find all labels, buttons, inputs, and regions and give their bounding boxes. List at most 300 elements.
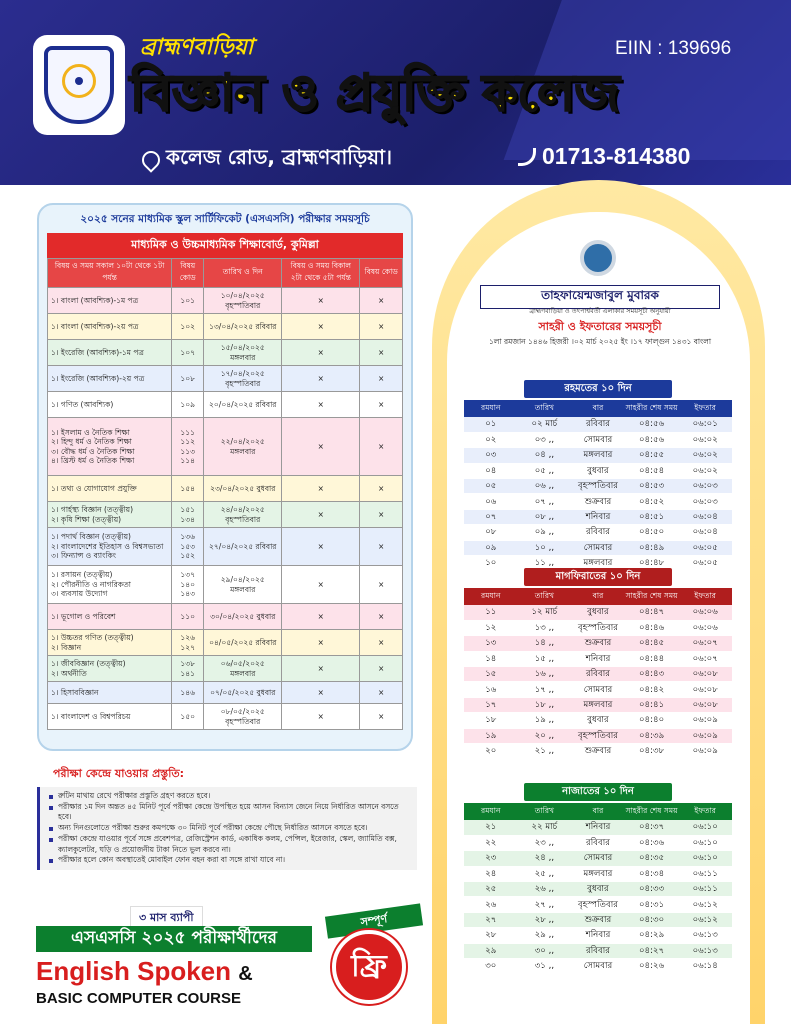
ramadan-weekday: সোমবার xyxy=(571,682,625,697)
ramadan-day: ৩০ xyxy=(464,959,518,974)
exam-subject: ১। তথ্য ও যোগাযোগ প্রযুক্তি xyxy=(48,476,172,502)
ramadan-weekday: বৃহস্পতিবার xyxy=(571,897,625,912)
ramadan-date: ০২ মার্চ xyxy=(518,417,572,432)
ramadan-column-header: বার xyxy=(571,588,625,605)
ramadan-weekday: রবিবার xyxy=(571,417,625,432)
exam-row xyxy=(48,502,403,528)
english-spoken-text: English Spoken xyxy=(36,956,232,986)
iftar-time: ০৬:০৮ xyxy=(678,697,732,712)
ramadan-date: ০৭ ,, xyxy=(518,494,572,509)
ramadan-weekday: মঙ্গলবার xyxy=(571,866,625,881)
exam-afternoon-subject: × xyxy=(282,366,360,392)
ramadan-section-title: নাজাতের ১০ দিন xyxy=(524,783,672,801)
exam-afternoon-code: × xyxy=(360,314,403,340)
iftar-time: ০৬:১০ xyxy=(678,835,732,850)
ramadan-column-header: সাহরীর শেষ সময় xyxy=(625,400,679,417)
address xyxy=(142,143,392,176)
exam-date: ৩০/০৪/২০২৫ বুধবার xyxy=(204,604,282,630)
location-pin-icon xyxy=(138,147,163,172)
exam-afternoon-code: × xyxy=(360,418,403,476)
ramadan-day: ০৩ xyxy=(464,448,518,463)
ramadan-weekday: শনিবার xyxy=(571,820,625,835)
iftar-time: ০৬:১০ xyxy=(678,851,732,866)
iftar-time: ০৬:১২ xyxy=(678,897,732,912)
iftar-time: ০৬:১১ xyxy=(678,882,732,897)
sehri-time: ০৪:৩৫ xyxy=(625,851,679,866)
sehri-time: ০৪:৩১ xyxy=(625,897,679,912)
ramadan-weekday: সোমবার xyxy=(571,851,625,866)
exam-date: ২৩/০৪/২০২৫ বুধবার xyxy=(204,476,282,502)
ramadan-column-header: ইফতার xyxy=(678,803,732,820)
ramadan-day: ২৯ xyxy=(464,943,518,958)
exam-row xyxy=(48,630,403,656)
ramadan-date: ১৩ ,, xyxy=(518,620,572,635)
ramadan-date: ২৭ ,, xyxy=(518,897,572,912)
ramadan-row xyxy=(464,820,732,835)
exam-afternoon-subject: × xyxy=(282,566,360,604)
iftar-time: ০৬:০৮ xyxy=(678,667,732,682)
sehri-time: ০৪:৩৩ xyxy=(625,882,679,897)
ramadan-date: ০৬ ,, xyxy=(518,479,572,494)
sehri-time: ০৪:৪৯ xyxy=(625,540,679,555)
exam-afternoon-subject: × xyxy=(282,392,360,418)
ramadan-date: ০৯ ,, xyxy=(518,525,572,540)
ramadan-weekday: বুধবার xyxy=(571,605,625,620)
ramadan-day: ০২ xyxy=(464,432,518,447)
iftar-time: ০৬:০৭ xyxy=(678,636,732,651)
ramadan-weekday: মঙ্গলবার xyxy=(571,697,625,712)
ramadan-day: ০৮ xyxy=(464,525,518,540)
iftar-time: ০৬:০২ xyxy=(678,463,732,478)
ramadan-column-header: রমযান xyxy=(464,588,518,605)
free-tag: সম্পূর্ণ xyxy=(325,903,423,938)
exam-subject: ১। গার্হস্থ্য বিজ্ঞান (তত্ত্বীয়) ২। কৃষি শিক্ষা (তত্ত্বীয়) xyxy=(48,502,172,528)
ramadan-column-header: তারিখ xyxy=(518,588,572,605)
sehri-time: ০৪:৪০ xyxy=(625,713,679,728)
ramadan-date: ২৯ ,, xyxy=(518,928,572,943)
ramadan-table xyxy=(464,400,732,571)
iftar-time: ০৬:০৯ xyxy=(678,728,732,743)
exam-subject-code: ১০৯ xyxy=(172,392,204,418)
ramadan-day: ২৪ xyxy=(464,866,518,881)
phone-icon xyxy=(518,148,536,166)
ramadan-row xyxy=(464,525,732,540)
sehri-time: ০৪:৫৫ xyxy=(625,448,679,463)
ramadan-day: ০৯ xyxy=(464,540,518,555)
iftar-time: ০৬:০৫ xyxy=(678,540,732,555)
ramadan-column-header: সাহরীর শেষ সময় xyxy=(625,803,679,820)
exam-row xyxy=(48,604,403,630)
exam-subject-code: ১২৬ ১২৭ xyxy=(172,630,204,656)
iftar-time: ০৬:০১ xyxy=(678,417,732,432)
instructions xyxy=(37,765,417,870)
exam-subject-code: ১৫৪ xyxy=(172,476,204,502)
exam-date: ১৩/০৪/২০২৫ রবিবার xyxy=(204,314,282,340)
iftar-time: ০৬:০২ xyxy=(678,432,732,447)
exam-subject: ১। বাংলা (আবশ্যিক)-২য় পত্র xyxy=(48,314,172,340)
sehri-time: ০৪:৫৬ xyxy=(625,432,679,447)
exam-date: ০৪/০৫/২০২৫ রবিবার xyxy=(204,630,282,656)
ramadan-weekday: শুক্রবার xyxy=(571,912,625,927)
ramadan-column-header: তারিখ xyxy=(518,400,572,417)
sehri-time: ০৪:২৭ xyxy=(625,943,679,958)
education-board: মাধ্যমিক ও উচ্চমাধ্যমিক শিক্ষাবোর্ড, কুমিল্লা xyxy=(47,233,403,258)
ramadan-column-header: সাহরীর শেষ সময় xyxy=(625,588,679,605)
instructions-list xyxy=(37,787,417,870)
ramadan-date: ২৩ ,, xyxy=(518,835,572,850)
exam-subject-code: ১০২ xyxy=(172,314,204,340)
ramadan-column-header: রমযান xyxy=(464,803,518,820)
ramadan-row xyxy=(464,682,732,697)
ramadan-heading: সাহরী ও ইফতারের সময়সূচী xyxy=(538,320,662,333)
ramadan-date: ১২ মার্চ xyxy=(518,605,572,620)
ramadan-weekday: শনিবার xyxy=(571,509,625,524)
exam-row xyxy=(48,476,403,502)
exam-row xyxy=(48,528,403,566)
ramadan-day: ১৯ xyxy=(464,728,518,743)
ramadan-weekday: শুক্রবার xyxy=(571,636,625,651)
exam-column-header: তারিখ ও দিন xyxy=(204,259,282,288)
ramadan-row xyxy=(464,636,732,651)
ramadan-weekday: বৃহস্পতিবার xyxy=(571,620,625,635)
exam-subject-code: ১৪৬ xyxy=(172,682,204,704)
exam-subject-code: ১০৮ xyxy=(172,366,204,392)
ramadan-row xyxy=(464,494,732,509)
exam-afternoon-subject: × xyxy=(282,528,360,566)
ramadan-day: ১১ xyxy=(464,605,518,620)
exam-afternoon-subject: × xyxy=(282,288,360,314)
course-duration: ৩ মাস ব্যাপী xyxy=(130,906,203,931)
ramadan-row xyxy=(464,417,732,432)
sehri-time: ০৪:৪৪ xyxy=(625,651,679,666)
sehri-time: ০৪:৪৮ xyxy=(625,556,679,571)
exam-afternoon-subject: × xyxy=(282,502,360,528)
exam-afternoon-subject: × xyxy=(282,314,360,340)
ramadan-weekday: রবিবার xyxy=(571,525,625,540)
ramadan-section xyxy=(464,380,732,571)
ramadan-table xyxy=(464,803,732,974)
exam-subject: ১। হিসাববিজ্ঞান xyxy=(48,682,172,704)
header-banner xyxy=(0,0,791,185)
ramadan-row xyxy=(464,744,732,759)
ramadan-row xyxy=(464,912,732,927)
sehri-time: ০৪:৩৯ xyxy=(625,728,679,743)
ramadan-weekday: শুক্রবার xyxy=(571,744,625,759)
sehri-time: ০৪:৪৭ xyxy=(625,605,679,620)
sehri-time: ০৪:৫৩ xyxy=(625,479,679,494)
iftar-time: ০৬:০৮ xyxy=(678,682,732,697)
phone-number: 01713-814380 xyxy=(542,143,691,169)
ramadan-day: ১৮ xyxy=(464,713,518,728)
ramadan-day: ০৭ xyxy=(464,509,518,524)
exam-subject-code: ১০৭ xyxy=(172,340,204,366)
ramadan-weekday: বুধবার xyxy=(571,463,625,478)
ramadan-date: ২৪ ,, xyxy=(518,851,572,866)
exam-subject: ১। বাংলাদেশ ও বিশ্বপরিচয় xyxy=(48,704,172,730)
english-spoken-title xyxy=(36,956,253,987)
exam-row xyxy=(48,682,403,704)
basic-computer-title: BASIC COMPUTER COURSE xyxy=(36,990,242,1007)
college-title: বিজ্ঞান ও প্রযুক্তি কলেজ xyxy=(130,64,620,122)
ramadan-date: ০৫ ,, xyxy=(518,463,572,478)
ramadan-day: ১২ xyxy=(464,620,518,635)
ramadan-weekday: শনিবার xyxy=(571,651,625,666)
ramadan-day: ২১ xyxy=(464,820,518,835)
ramadan-row xyxy=(464,713,732,728)
ramadan-date: ২৫ ,, xyxy=(518,866,572,881)
exam-afternoon-subject: × xyxy=(282,604,360,630)
exam-subject-code: ১১১ ১১২ ১১৩ ১১৪ xyxy=(172,418,204,476)
exam-afternoon-code: × xyxy=(360,476,403,502)
ramadan-row xyxy=(464,667,732,682)
ramadan-weekday: মঙ্গলবার xyxy=(571,556,625,571)
sehri-time: ০৪:৩০ xyxy=(625,912,679,927)
exam-subject: ১। পদার্থ বিজ্ঞান (তত্ত্বীয়) ২। বাংলাদেশের ইতিহাস ও বিশ্বসভ্যতা ৩। ফিন্যান্স ও ব্যাংকিং xyxy=(48,528,172,566)
ramadan-date: ১৬ ,, xyxy=(518,667,572,682)
ramadan-weekday: বুধবার xyxy=(571,882,625,897)
ramadan-section xyxy=(464,783,732,974)
sehri-time: ০৪:৫১ xyxy=(625,509,679,524)
instruction-item: রুটিন মাথায় রেখে পরীক্ষার প্রস্তুতি গ্রহণ করতে হবে। xyxy=(52,791,411,802)
ramadan-date: ১৫ ,, xyxy=(518,651,572,666)
sehri-time: ০৪:৪২ xyxy=(625,682,679,697)
exam-afternoon-code: × xyxy=(360,604,403,630)
exam-date: ২২/০৪/২০২৫ মঙ্গলবার xyxy=(204,418,282,476)
sehri-time: ০৪:৪৫ xyxy=(625,636,679,651)
ramadan-weekday: মঙ্গলবার xyxy=(571,448,625,463)
ramadan-day: ১০ xyxy=(464,556,518,571)
ramadan-date: ০৩ ,, xyxy=(518,432,572,447)
ramadan-date: ১৪ ,, xyxy=(518,636,572,651)
atom-icon xyxy=(62,64,96,98)
ramadan-date-line: ১লা রমজান ১৪৪৬ হিজরী ।০২ মার্চ ২০২৫ ইং ।১৭ ফাল্গুন ১৪৩১ বাংলা xyxy=(488,337,712,346)
ramadan-date: ০৮ ,, xyxy=(518,509,572,524)
ramadan-column-header: বার xyxy=(571,803,625,820)
ramadan-day: ০৬ xyxy=(464,494,518,509)
ramadan-section-title: মাগফিরাতের ১০ দিন xyxy=(524,568,672,586)
exam-afternoon-code: × xyxy=(360,366,403,392)
ramadan-subtitle: ব্রাহ্মণবাড়িয়া ও তৎপার্শ্ববর্তী এলাকার সময়সূচী অনুযায়ী xyxy=(529,307,671,315)
sehri-time: ০৪:৩৮ xyxy=(625,744,679,759)
exam-subject-code: ১৩৭ ১৪০ ১৪৩ xyxy=(172,566,204,604)
address-text: কলেজ রোড, ব্রাহ্মণবাড়িয়া। xyxy=(166,145,393,169)
ramadan-day: ১৪ xyxy=(464,651,518,666)
ramadan-row xyxy=(464,943,732,958)
college-logo xyxy=(33,35,125,135)
ramadan-weekday: সোমবার xyxy=(571,540,625,555)
ramadan-day: ২৭ xyxy=(464,912,518,927)
ramadan-day: ০১ xyxy=(464,417,518,432)
exam-subject: ১। ভূগোল ও পরিবেশ xyxy=(48,604,172,630)
exam-afternoon-code: × xyxy=(360,502,403,528)
sehri-time: ০৪:৫২ xyxy=(625,494,679,509)
ramadan-row xyxy=(464,651,732,666)
sehri-time: ০৪:৩৬ xyxy=(625,835,679,850)
exam-afternoon-subject: × xyxy=(282,630,360,656)
exam-afternoon-subject: × xyxy=(282,682,360,704)
ramadan-section xyxy=(464,568,732,759)
ramadan-row xyxy=(464,866,732,881)
exam-afternoon-subject: × xyxy=(282,340,360,366)
sehri-time: ০৪:২৬ xyxy=(625,959,679,974)
sehri-time: ০৪:২৯ xyxy=(625,928,679,943)
ramadan-date: ৩০ ,, xyxy=(518,943,572,958)
exam-date: ১০/০৪/২০২৫ বৃহস্পতিবার xyxy=(204,288,282,314)
ramadan-column-header: তারিখ xyxy=(518,803,572,820)
sehri-time: ০৪:৫০ xyxy=(625,525,679,540)
iftar-time: ০৬:০৬ xyxy=(678,620,732,635)
ramadan-row xyxy=(464,540,732,555)
free-badge xyxy=(318,910,418,1010)
ramadan-weekday: বুধবার xyxy=(571,713,625,728)
ramadan-day: ২০ xyxy=(464,744,518,759)
exam-row xyxy=(48,340,403,366)
instructions-heading: পরীক্ষা কেন্দ্রে যাওয়ার প্রস্তুতি: xyxy=(53,767,184,780)
exam-subject: ১। বাংলা (আবশ্যিক)-১ম পত্র xyxy=(48,288,172,314)
ramadan-date: ১৭ ,, xyxy=(518,682,572,697)
exam-column-header: বিষয় কোড xyxy=(172,259,204,288)
ramadan-row xyxy=(464,509,732,524)
ramadan-day: ১৭ xyxy=(464,697,518,712)
exam-afternoon-code: × xyxy=(360,630,403,656)
promo-bar: এসএসসি ২০২৫ পরীক্ষার্থীদের xyxy=(36,926,312,952)
ramadan-weekday: সোমবার xyxy=(571,432,625,447)
exam-row xyxy=(48,288,403,314)
exam-date: ২৯/০৪/২০২৫ মঙ্গলবার xyxy=(204,566,282,604)
iftar-time: ০৬:১২ xyxy=(678,912,732,927)
ramadan-section-title: রহমতের ১০ দিন xyxy=(524,380,672,398)
ramadan-date: ০৪ ,, xyxy=(518,448,572,463)
exam-date: ১৫/০৪/২০২৫ মঙ্গলবার xyxy=(204,340,282,366)
exam-afternoon-subject: × xyxy=(282,704,360,730)
exam-column-header: বিষয় ও সময় সকাল ১০টা থেকে ১টা পর্যন্ত xyxy=(48,259,172,288)
iftar-time: ০৬:১৩ xyxy=(678,943,732,958)
sehri-time: ০৪:৪১ xyxy=(625,697,679,712)
exam-date: ০৬/০৫/২০২৫ মঙ্গলবার xyxy=(204,656,282,682)
ramadan-column-header: ইফতার xyxy=(678,588,732,605)
iftar-time: ০৬:১৪ xyxy=(678,959,732,974)
ramadan-date: ২০ ,, xyxy=(518,728,572,743)
iftar-time: ০৬:০৩ xyxy=(678,479,732,494)
exam-date: ০৭/০৫/২০২৫ বুধবার xyxy=(204,682,282,704)
iftar-time: ০৬:০৬ xyxy=(678,605,732,620)
ramadan-date: ১৯ ,, xyxy=(518,713,572,728)
ramadan-column-header: বার xyxy=(571,400,625,417)
exam-date: ২৭/০৪/২০২৫ রবিবার xyxy=(204,528,282,566)
free-text: ফ্রি xyxy=(332,930,406,1004)
iftar-time: ০৬:০৪ xyxy=(678,509,732,524)
sehri-time: ০৪:৩৭ xyxy=(625,820,679,835)
instruction-item: পরীক্ষার হলে কোন অবস্থাতেই মোবাইল ফোন বহন করা বা সঙ্গে রাখা যাবে না। xyxy=(52,855,411,866)
ramadan-column-header: ইফতার xyxy=(678,400,732,417)
ramadan-day: ১৫ xyxy=(464,667,518,682)
sehri-time: ০৪:৩৪ xyxy=(625,866,679,881)
logo-shield-icon xyxy=(44,46,114,124)
exam-afternoon-code: × xyxy=(360,656,403,682)
ramadan-row xyxy=(464,605,732,620)
ramadan-date: ১০ ,, xyxy=(518,540,572,555)
eiin-number: EIIN : 139696 xyxy=(615,38,732,59)
ampersand: & xyxy=(238,963,253,985)
exam-afternoon-subject: × xyxy=(282,656,360,682)
exam-column-header: বিষয় কোড xyxy=(360,259,403,288)
exam-schedule-panel xyxy=(37,203,413,751)
iftar-time: ০৬:০৫ xyxy=(678,556,732,571)
exam-row xyxy=(48,704,403,730)
exam-subject-code: ১৩৮ ১৪১ xyxy=(172,656,204,682)
ramadan-weekday: রবিবার xyxy=(571,667,625,682)
exam-row xyxy=(48,392,403,418)
exam-table xyxy=(47,258,403,730)
ramadan-date: ৩১ ,, xyxy=(518,959,572,974)
iftar-time: ০৬:১০ xyxy=(678,820,732,835)
ramadan-row xyxy=(464,882,732,897)
ramadan-date: ২২ মার্চ xyxy=(518,820,572,835)
iftar-time: ০৬:১১ xyxy=(678,866,732,881)
exam-date: ১৭/০৪/২০২৫ বৃহস্পতিবার xyxy=(204,366,282,392)
iftar-time: ০৬:০২ xyxy=(678,448,732,463)
ramadan-day: ২৫ xyxy=(464,882,518,897)
exam-subject: ১। রসায়ন (তত্ত্বীয়) ২। পৌরনীতি ও নাগরিকতা ৩। ব্যবসায় উদ্যোগ xyxy=(48,566,172,604)
iftar-time: ০৬:১৩ xyxy=(678,928,732,943)
iftar-time: ০৬:০৭ xyxy=(678,651,732,666)
ramadan-row xyxy=(464,959,732,974)
ramadan-row xyxy=(464,897,732,912)
ramadan-row xyxy=(464,728,732,743)
ramadan-date: ২৬ ,, xyxy=(518,882,572,897)
ramadan-weekday: শনিবার xyxy=(571,928,625,943)
ramadan-day: ২২ xyxy=(464,835,518,850)
ramadan-column-header: রমযান xyxy=(464,400,518,417)
ramadan-weekday: বৃহস্পতিবার xyxy=(571,479,625,494)
exam-subject: ১। ইংরেজি (আবশ্যিক)-২য় পত্র xyxy=(48,366,172,392)
ramadan-day: ২৬ xyxy=(464,897,518,912)
exam-subject: ১। ইংরেজি (আবশ্যিক)-১ম পত্র xyxy=(48,340,172,366)
ramadan-day: ১৩ xyxy=(464,636,518,651)
ramadan-weekday: বৃহস্পতিবার xyxy=(571,728,625,743)
ramadan-day: ২৮ xyxy=(464,928,518,943)
iftar-time: ০৬:০৩ xyxy=(678,494,732,509)
ramadan-day: ১৬ xyxy=(464,682,518,697)
ramadan-weekday: রবিবার xyxy=(571,835,625,850)
ramadan-row xyxy=(464,697,732,712)
phone xyxy=(518,143,690,170)
ramadan-day: ০৫ xyxy=(464,479,518,494)
exam-row xyxy=(48,418,403,476)
ramadan-date: ১৮ ,, xyxy=(518,697,572,712)
instruction-item: অন্য দিনগুলোতে পরীক্ষা শুরুর কমপক্ষে ৩০ মিনিট পূর্বে পরীক্ষা কেন্দ্রে পৌছে নির্ধারিত আসনে বসতে হবে। xyxy=(52,823,411,834)
exam-afternoon-code: × xyxy=(360,392,403,418)
exam-afternoon-subject: × xyxy=(282,418,360,476)
ramadan-row xyxy=(464,432,732,447)
exam-afternoon-code: × xyxy=(360,288,403,314)
ramadan-row xyxy=(464,835,732,850)
exam-afternoon-code: × xyxy=(360,704,403,730)
ramadan-date: ২১ ,, xyxy=(518,744,572,759)
exam-subject: ১। উচ্চতর গণিত (তত্ত্বীয়) ২। বিজ্ঞান xyxy=(48,630,172,656)
exam-row xyxy=(48,656,403,682)
ramadan-title: তাহফায়েন্মজাবুল মুবারক xyxy=(480,285,720,309)
clock-icon xyxy=(580,240,616,276)
exam-date: ২০/০৪/২০২৫ রবিবার xyxy=(204,392,282,418)
exam-column-header: বিষয় ও সময় বিকাল ২টা থেকে ৫টা পর্যন্ত xyxy=(282,259,360,288)
exam-subject-code: ১০১ xyxy=(172,288,204,314)
exam-afternoon-code: × xyxy=(360,566,403,604)
ramadan-date: ১১ ,, xyxy=(518,556,572,571)
iftar-time: ০৬:০৯ xyxy=(678,713,732,728)
exam-afternoon-code: × xyxy=(360,340,403,366)
iftar-time: ০৬:০৪ xyxy=(678,525,732,540)
